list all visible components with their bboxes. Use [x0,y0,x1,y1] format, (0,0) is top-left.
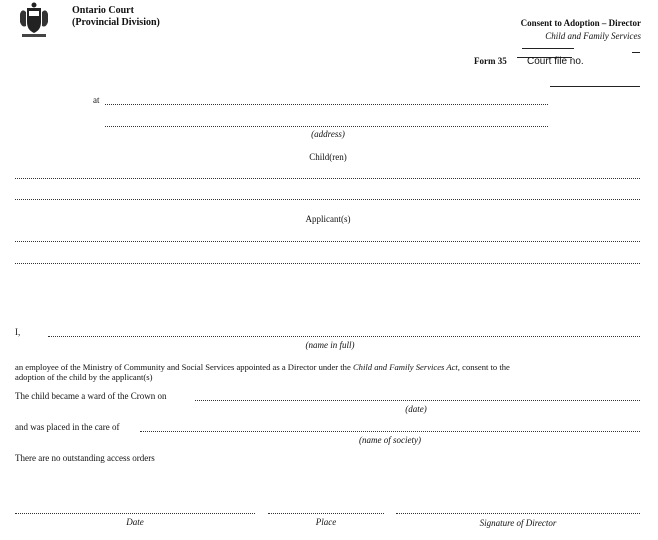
applicants-heading: Applicant(s) [305,214,351,224]
place-signed-input[interactable] [268,513,384,514]
society-caption: (name of society) [359,435,421,445]
form-subtitle: Child and Family Services [545,31,641,41]
consent-statement-line2: adoption of the child by the applicant(s) [15,372,153,382]
court-name: Ontario Court [72,5,134,16]
consent-statement-line1 [15,363,510,372]
date-caption: (date) [405,404,427,414]
statement-pre: an employee of the Ministry of Community and Social Services appointed as a Director under the [15,362,351,372]
form-number: Form 35 [474,56,507,66]
placed-label: and was placed in the care of [15,422,120,432]
ontario-crest-icon [16,2,52,38]
applicant-name-input-2[interactable] [15,263,640,264]
children-heading: Child(ren) [309,152,347,162]
access-statement: There are no outstanding access orders [15,453,155,463]
court-file-label: Court file no. [527,56,584,67]
child-name-input-1[interactable] [15,178,640,179]
address-input[interactable] [105,126,548,127]
date-signed-input[interactable] [15,513,255,514]
i-label: I, [15,327,21,337]
title-rule-left [522,48,574,49]
address-caption: (address) [311,129,345,139]
society-name-input[interactable] [140,431,640,432]
place-signed-caption: Place [315,517,337,527]
ward-date-input[interactable] [195,400,640,401]
title-rule-right [632,52,640,53]
at-label: at [93,95,100,105]
date-signed-caption: Date [126,517,144,527]
name-caption: (name in full) [305,340,355,350]
applicant-name-input-1[interactable] [15,241,640,242]
signature-caption: Signature of Director [479,518,557,528]
court-division: (Provincial Division) [72,17,160,28]
signature-input[interactable] [396,513,640,514]
location-input[interactable] [105,104,548,105]
form-title: Consent to Adoption – Director [520,18,641,28]
director-name-input[interactable] [48,336,640,337]
child-name-input-2[interactable] [15,199,640,200]
act-name: Child and Family Services Act, [352,362,460,372]
court-file-input[interactable] [550,86,640,87]
statement-post: consent to the [462,362,510,372]
ward-label: The child became a ward of the Crown on [15,391,167,401]
